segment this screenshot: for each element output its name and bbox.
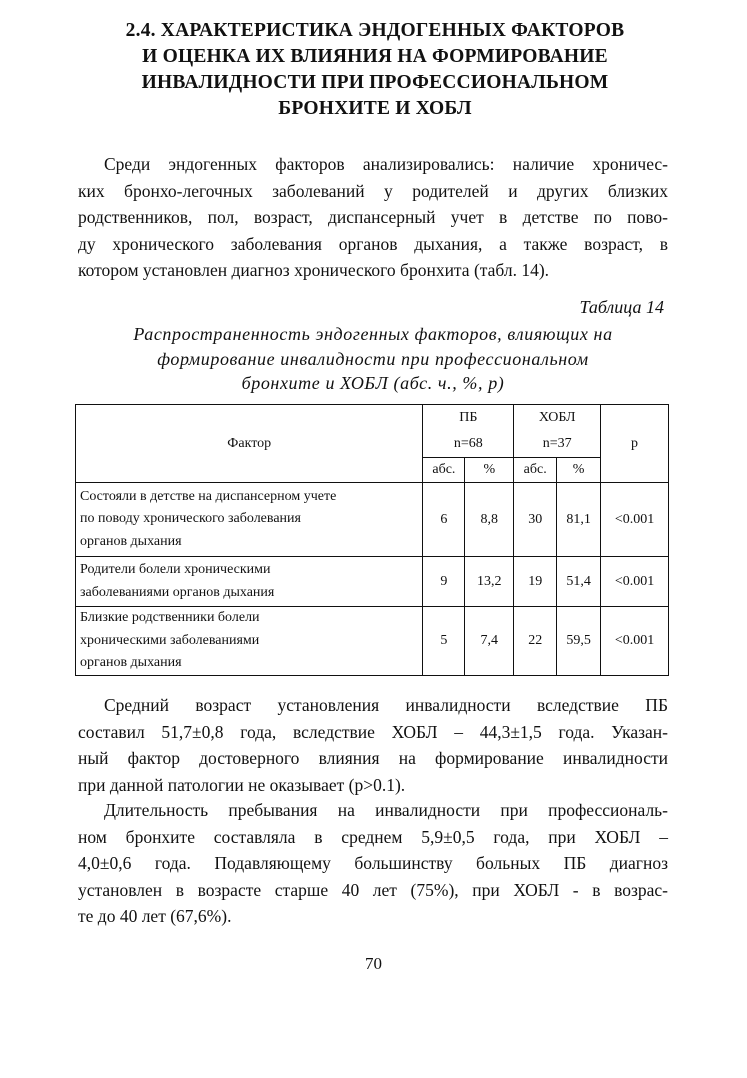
text-line: котором установлен диагноз хронического бронхита (табл. 14). xyxy=(78,260,550,280)
header-p: р xyxy=(601,405,669,483)
cell-p: <0.001 xyxy=(601,483,669,557)
cell-p: <0.001 xyxy=(601,557,669,607)
heading-line: БРОНХИТЕ И ХОБЛ xyxy=(278,98,472,119)
section-heading xyxy=(70,18,680,122)
cell-copd-abs: 19 xyxy=(514,557,557,607)
intro-paragraph xyxy=(78,151,668,284)
cell-pb-pct: 7,4 xyxy=(465,607,514,676)
table-row xyxy=(76,557,669,607)
text-line: родственников, пол, возраст, диспансерный учет в детстве по пово- xyxy=(78,207,668,227)
header-copd-n: n=37 xyxy=(514,432,601,458)
factor-line: Близкие родственники болели xyxy=(80,610,260,625)
table-row xyxy=(76,607,669,676)
text-line: ду хронического заболевания органов дыхания, а также возраст, в xyxy=(78,233,668,254)
factor-line: органов дыхания xyxy=(80,533,182,549)
cell-pb-abs: 5 xyxy=(423,607,465,676)
cell-pb-pct: 8,8 xyxy=(465,483,514,557)
cell-pb-abs: 9 xyxy=(423,557,465,607)
cell-copd-abs: 22 xyxy=(514,607,557,676)
text-line: при данной патологии не оказывает (р>0.1). xyxy=(78,774,406,795)
text-line: установлен в возрасте старше 40 лет (75%), при ХОБЛ - в возрас- xyxy=(78,879,668,900)
factor-line: по поводу хронического заболевания xyxy=(80,511,301,527)
text-line: Длительность пребывания на инвалидности при профессиональ- xyxy=(104,800,668,820)
cell-factor xyxy=(76,607,423,676)
cell-pb-pct: 13,2 xyxy=(465,557,514,607)
header-pb: ПБ xyxy=(423,405,514,432)
factor-line: заболеваниями органов дыхания xyxy=(80,584,275,600)
cell-p: <0.001 xyxy=(601,607,669,676)
text-line: 4,0±0,6 года. Подавляющему большинству больных ПБ диагноз xyxy=(78,853,668,873)
factor-line: Родители болели хроническими xyxy=(80,562,271,577)
caption-line: Распространенность эндогенных факторов, влияющих на xyxy=(133,324,613,344)
header-factor: Фактор xyxy=(76,405,423,483)
table-caption xyxy=(78,322,668,396)
header-pb-n: n=68 xyxy=(423,432,514,458)
cell-factor xyxy=(76,483,423,557)
heading-line: 2.4. ХАРАКТЕРИСТИКА ЭНДОГЕННЫХ ФАКТОРОВ xyxy=(125,20,625,41)
factor-line: органов дыхания xyxy=(80,655,182,670)
age-paragraph xyxy=(78,692,668,798)
text-line: Среди эндогенных факторов анализировались: наличие хроничес- xyxy=(104,154,668,174)
duration-paragraph xyxy=(78,797,668,930)
header-copd: ХОБЛ xyxy=(514,405,601,432)
heading-line: ИНВАЛИДНОСТИ ПРИ ПРОФЕССИОНАЛЬНОМ xyxy=(141,72,609,93)
cell-copd-pct: 51,4 xyxy=(557,557,601,607)
table-row xyxy=(76,483,669,557)
caption-line: бронхите и ХОБЛ (абс. ч., %, р) xyxy=(241,373,505,393)
text-line: Средний возраст установления инвалидности вследствие ПБ xyxy=(104,695,668,715)
factor-line: Состояли в детстве на диспансерном учете xyxy=(80,488,337,504)
text-line: составил 51,7±0,8 года, вследствие ХОБЛ – 44,3±1,5 года. Указан- xyxy=(78,721,668,742)
header-copd-abs: абс. xyxy=(514,458,557,483)
cell-factor xyxy=(76,557,423,607)
table-label: Таблица 14 xyxy=(579,297,664,317)
factor-line: хроническими заболеваниями xyxy=(80,632,260,648)
text-line: ном бронхите составляла в среднем 5,9±0,5 года, при ХОБЛ – xyxy=(78,826,668,847)
cell-copd-abs: 30 xyxy=(514,483,557,557)
header-pb-abs: абс. xyxy=(423,458,465,483)
text-line: те до 40 лет (67,6%). xyxy=(78,906,232,926)
heading-line: И ОЦЕНКА ИХ ВЛИЯНИЯ НА ФОРМИРОВАНИЕ xyxy=(142,46,608,67)
data-table xyxy=(75,404,669,676)
text-line: ких бронхо-легочных заболеваний у родителей и других близких xyxy=(78,180,668,201)
cell-pb-abs: 6 xyxy=(423,483,465,557)
cell-copd-pct: 81,1 xyxy=(557,483,601,557)
cell-copd-pct: 59,5 xyxy=(557,607,601,676)
text-line: ный фактор достоверного влияния на формирование инвалидности xyxy=(78,748,668,768)
header-pb-pct: % xyxy=(465,458,514,483)
caption-line: формирование инвалидности при профессиональном xyxy=(157,348,589,369)
page-number: 70 xyxy=(365,954,382,973)
header-copd-pct: % xyxy=(557,458,601,483)
